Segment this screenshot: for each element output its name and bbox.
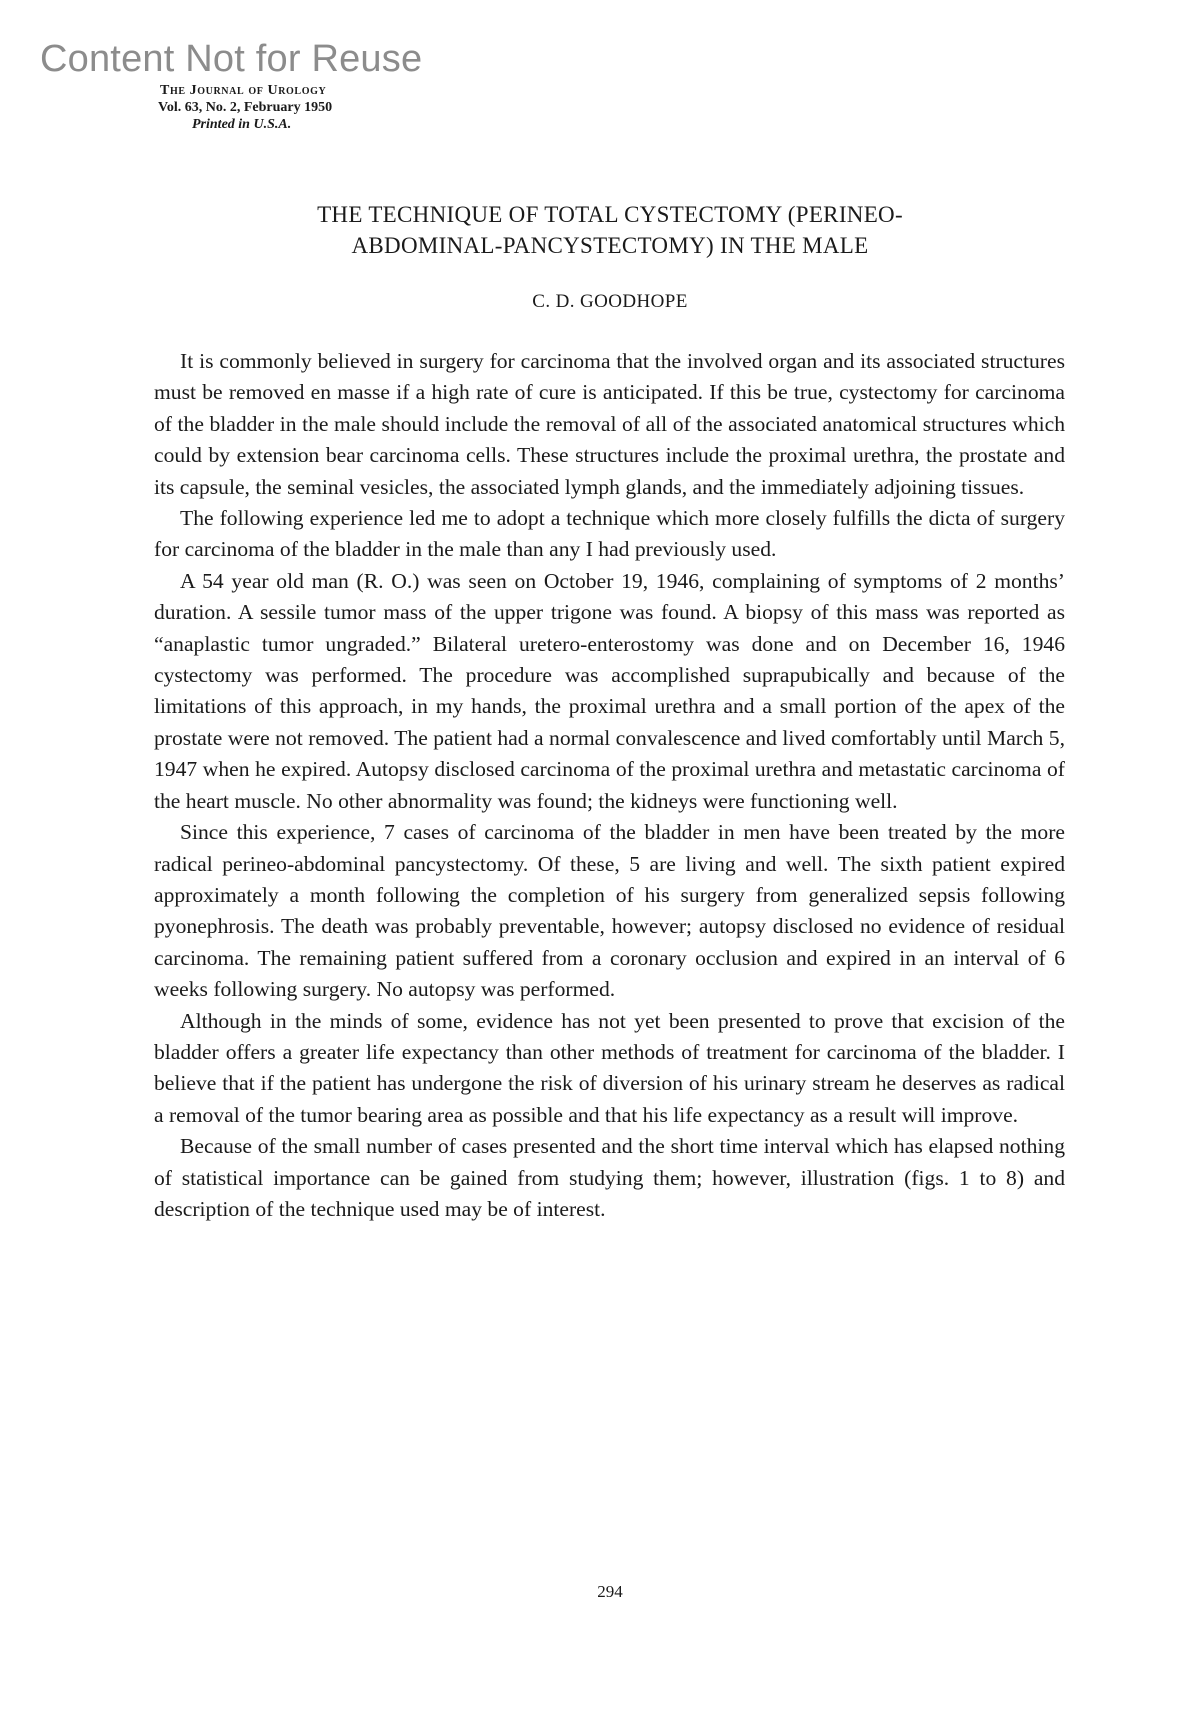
page-number: 294	[597, 1582, 623, 1601]
body-paragraph-1: It is commonly believed in surgery for carcinoma that the involved organ and its associated structures must be removed en masse if a high rate of cure is anticipated. If this be true, cystectomy for carcinoma of the bladder in the male should include the removal of all of the associated anatomical structures which could by extension bear carcinoma cells. These structures include the proximal urethra, the prostate and its capsule, the seminal vesicles, the associated lymph glands, and the immediately adjoining tissues.	[154, 349, 1065, 499]
printed-in-line: Printed in U.S.A.	[192, 117, 292, 132]
content-not-for-reuse-watermark: Content Not for Reuse	[40, 38, 423, 80]
article-body	[154, 346, 1065, 1225]
body-paragraph-6: Because of the small number of cases presented and the short time interval which has elapsed nothing of statistical importance can be gained from studying them; however, illustration (figs. 1 to 8) and description of the technique used may be of interest.	[154, 1134, 1065, 1221]
article-title-line-1: THE TECHNIQUE OF TOTAL CYSTECTOMY (PERINEO-	[317, 202, 903, 227]
body-paragraph-2: The following experience led me to adopt a technique which more closely fulfills the dicta of surgery for carcinoma of the bladder in the male than any I had previously used.	[154, 506, 1065, 562]
article-title	[150, 199, 1070, 261]
journal-name: The Journal of Urology	[160, 83, 327, 98]
article-title-line-2: ABDOMINAL-PANCYSTECTOMY) IN THE MALE	[351, 233, 869, 258]
article-author: C. D. GOODHOPE	[532, 291, 688, 312]
body-paragraph-3: A 54 year old man (R. O.) was seen on October 19, 1946, complaining of symptoms of 2 months’ duration. A sessile tumor mass of the upper trigone was found. A biopsy of this mass was reported as “anaplastic tumor ungraded.” Bilateral uretero-enterostomy was done and on December 16, 1946 cystectomy was performed. The procedure was accomplished suprapubically and because of the limitations of this approach, in my hands, the proximal urethra and a small portion of the apex of the prostate were not removed. The patient had a normal convalescence and lived comfortably until March 5, 1947 when he expired. Autopsy disclosed carcinoma of the proximal urethra and metastatic carcinoma of the heart muscle. No other abnormality was found; the kidneys were functioning well.	[154, 568, 1065, 813]
journal-volume-line: Vol. 63, No. 2, February 1950	[158, 100, 333, 115]
journal-header	[158, 82, 332, 133]
body-paragraph-4: Since this experience, 7 cases of carcinoma of the bladder in men have been treated by the more radical perineo-abdominal pancystectomy. Of these, 5 are living and well. The sixth patient expired approximately a month following the completion of his surgery from generalized sepsis following pyonephrosis. The death was probably preventable, however; autopsy disclosed no evidence of residual carcinoma. The remaining patient suffered from a coronary occlusion and expired in an interval of 6 weeks following surgery. No autopsy was performed.	[154, 820, 1065, 1002]
body-paragraph-5: Although in the minds of some, evidence has not yet been presented to prove that excision of the bladder offers a greater life expectancy than other methods of treatment for carcinoma of the bladder. I believe that if the patient has undergone the risk of diversion of his urinary stream he deserves as radical a removal of the tumor bearing area as possible and that his life expectancy as a result will improve.	[154, 1008, 1065, 1127]
